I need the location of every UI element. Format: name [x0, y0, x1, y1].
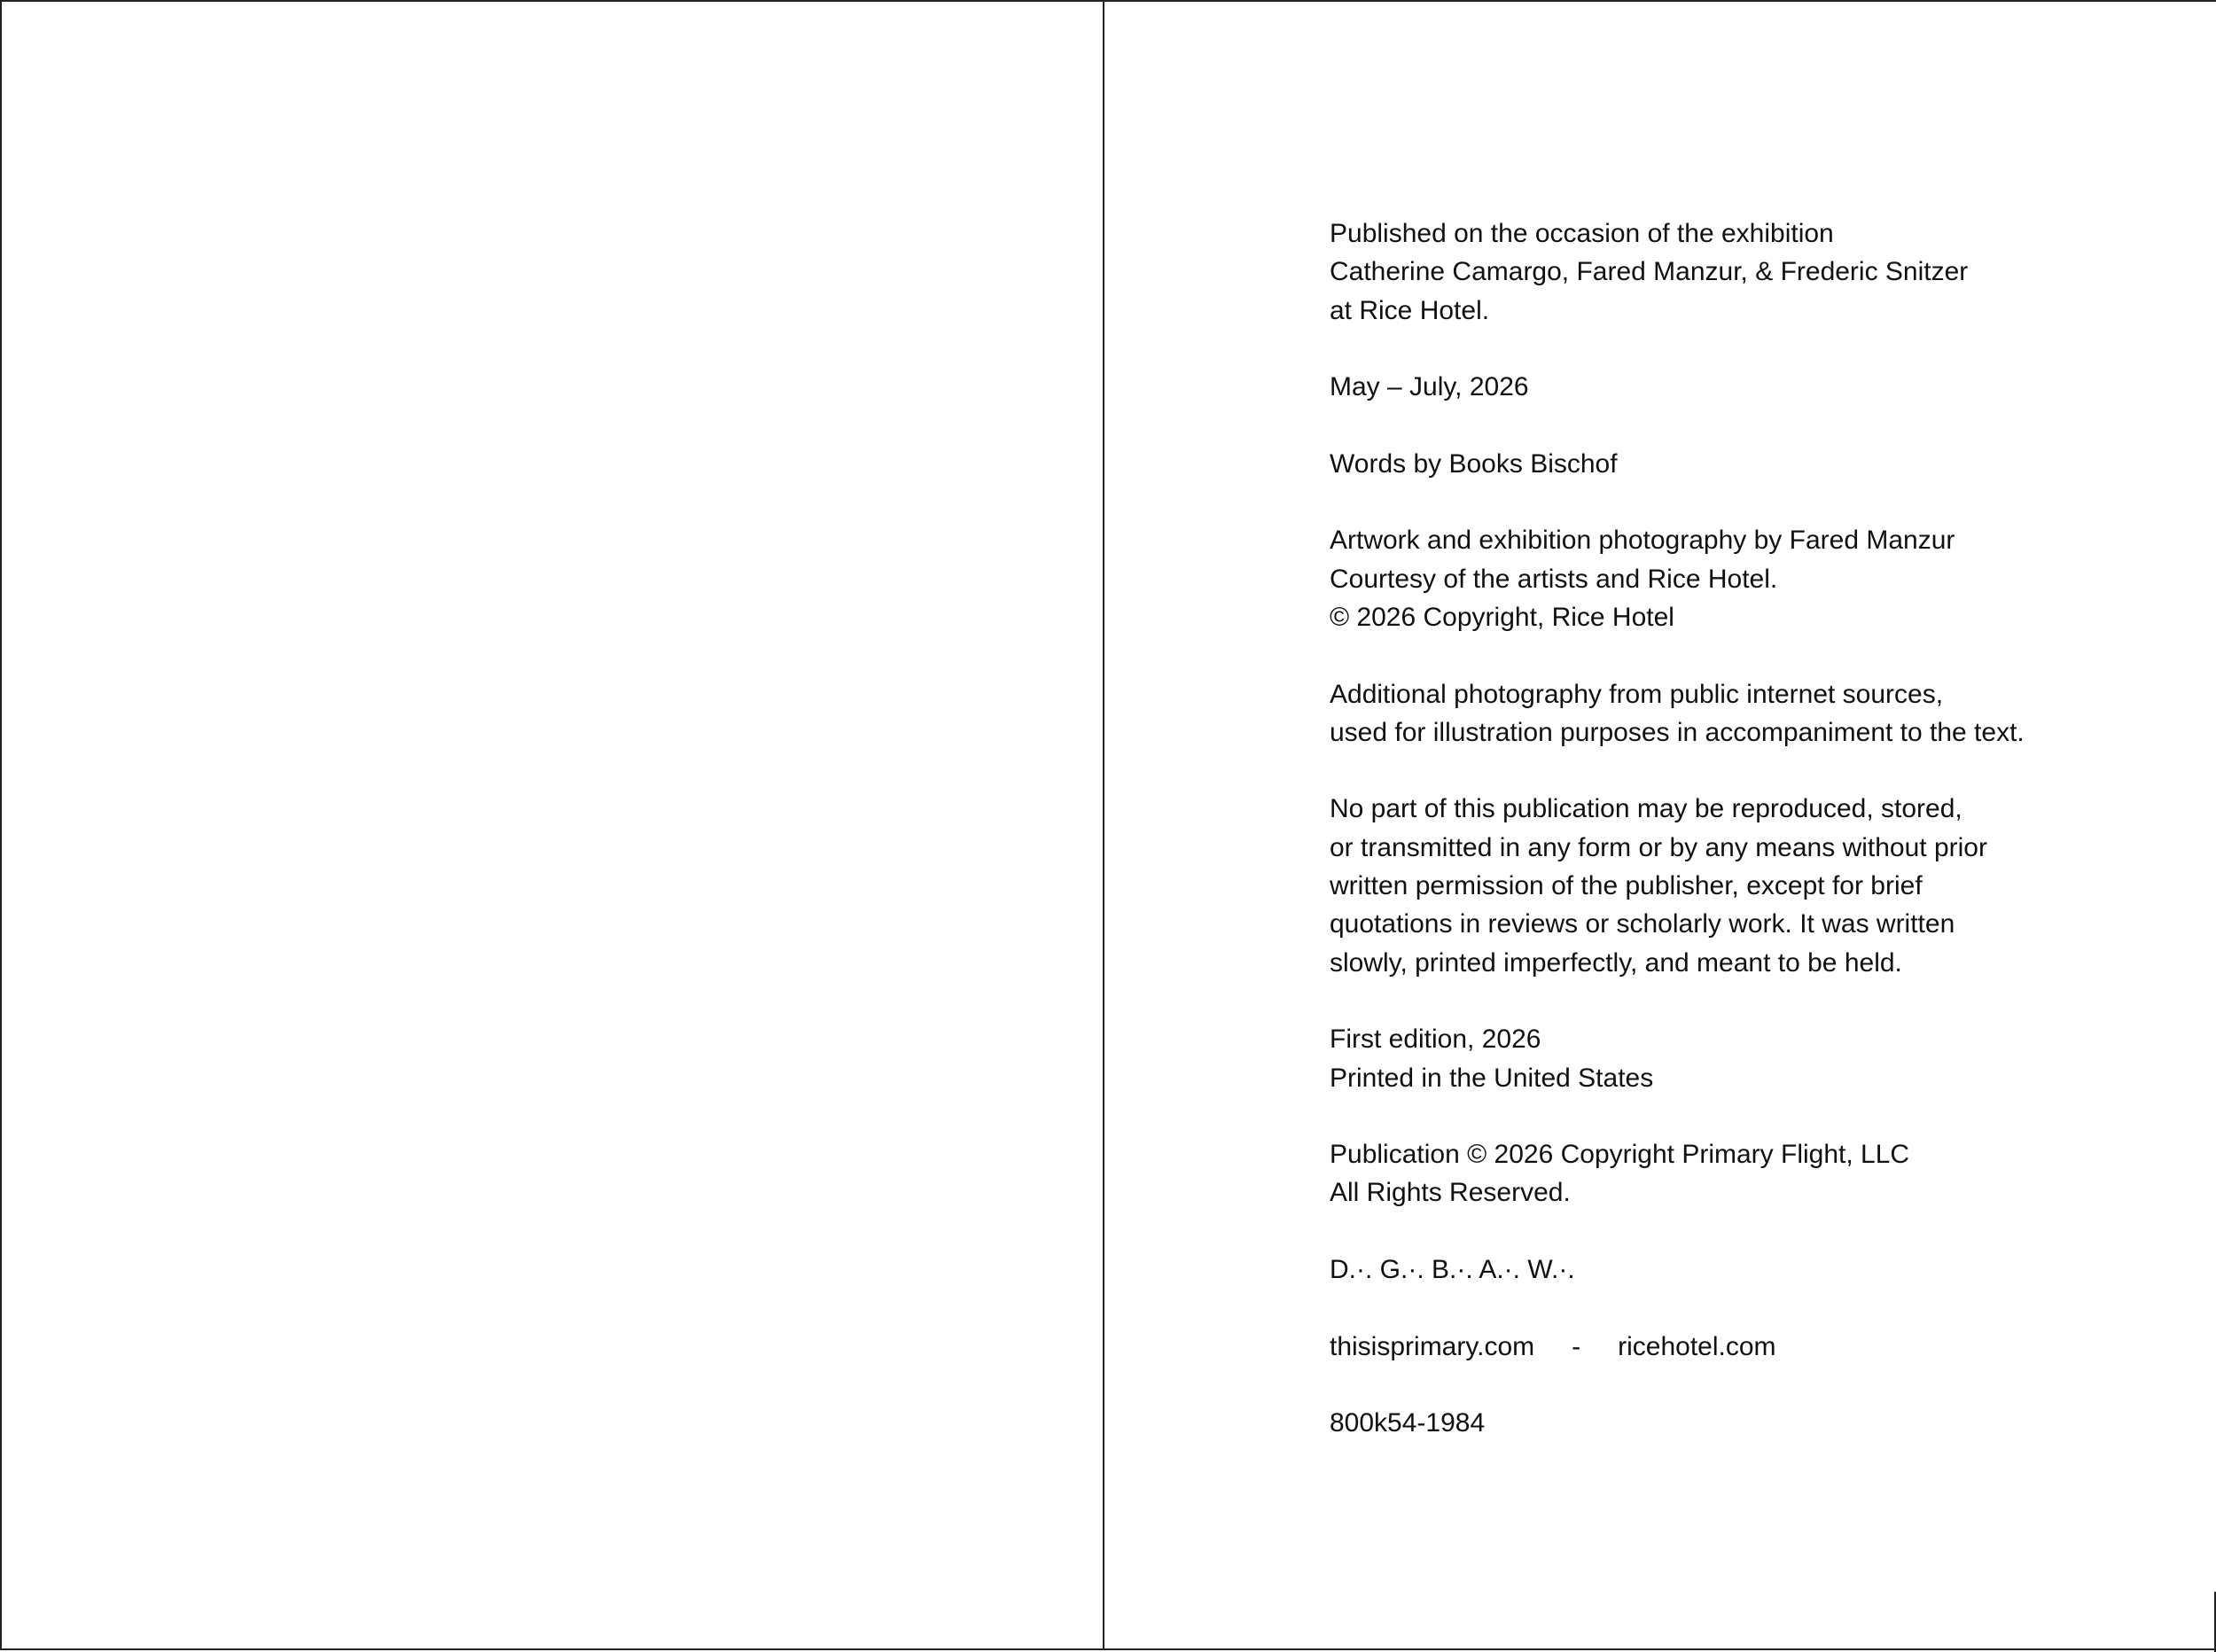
text-line: Publication © 2026 Copyright Primary Flight, LLC: [1330, 1140, 1910, 1170]
text-line: or transmitted in any form or by any means without prior: [1330, 832, 1987, 862]
hotel-website: ricehotel.com: [1618, 1331, 1776, 1361]
initials: D.·. G.·. B.·. A.·. W.·.: [1330, 1255, 1575, 1285]
websites-row: [1330, 1328, 2092, 1366]
text-line: Courtesy of the artists and Rice Hotel.: [1330, 564, 1778, 594]
text-line: used for illustration purposes in accompaniment to the text.: [1330, 717, 2025, 747]
text-line: quotations in reviews or scholarly work. It was written: [1330, 909, 1955, 939]
rights-notice-paragraph: [1330, 790, 2092, 981]
text-line: Words by Books Bischof: [1330, 448, 1618, 479]
words-paragraph: [1330, 445, 2092, 483]
edition-paragraph: [1330, 1020, 2092, 1097]
text-line: at Rice Hotel.: [1330, 295, 1490, 325]
text-line: Published on the occasion of the exhibition: [1330, 219, 1834, 248]
publication-paragraph: [1330, 1135, 2092, 1212]
text-line: Catherine Camargo, Fared Manzur, & Frederic Snitzer: [1330, 257, 1969, 287]
website-separator: -: [1572, 1331, 1581, 1361]
artwork-paragraph: [1330, 521, 2092, 636]
catalog-code: 800k54-1984: [1330, 1408, 1486, 1438]
text-line: No part of this publication may be reproduced, stored,: [1330, 794, 1962, 824]
text-line: Printed in the United States: [1330, 1063, 1654, 1093]
text-line: Additional photography from public internet sources,: [1330, 679, 1944, 709]
initials-paragraph: [1330, 1251, 2092, 1289]
websites-paragraph: [1330, 1328, 2092, 1366]
text-line: Artwork and exhibition photography by Fared Manzur: [1330, 526, 1955, 556]
occasion-paragraph: [1330, 214, 2092, 330]
colophon-text: [1330, 214, 2092, 1481]
primary-website: thisisprimary.com: [1330, 1331, 1535, 1361]
text-line: All Rights Reserved.: [1330, 1178, 1571, 1208]
text-line: © 2026 Copyright, Rice Hotel: [1330, 602, 1674, 632]
additional-paragraph: [1330, 675, 2092, 752]
text-line: slowly, printed imperfectly, and meant to be held.: [1330, 947, 1902, 978]
text-line: First edition, 2026: [1330, 1025, 1541, 1055]
text-line: May – July, 2026: [1330, 372, 1529, 402]
text-line: written permission of the publisher, except for brief: [1330, 871, 1923, 901]
code-paragraph: [1330, 1404, 2092, 1442]
dates-paragraph: [1330, 368, 2092, 406]
left-page-blank: [0, 0, 1104, 1650]
